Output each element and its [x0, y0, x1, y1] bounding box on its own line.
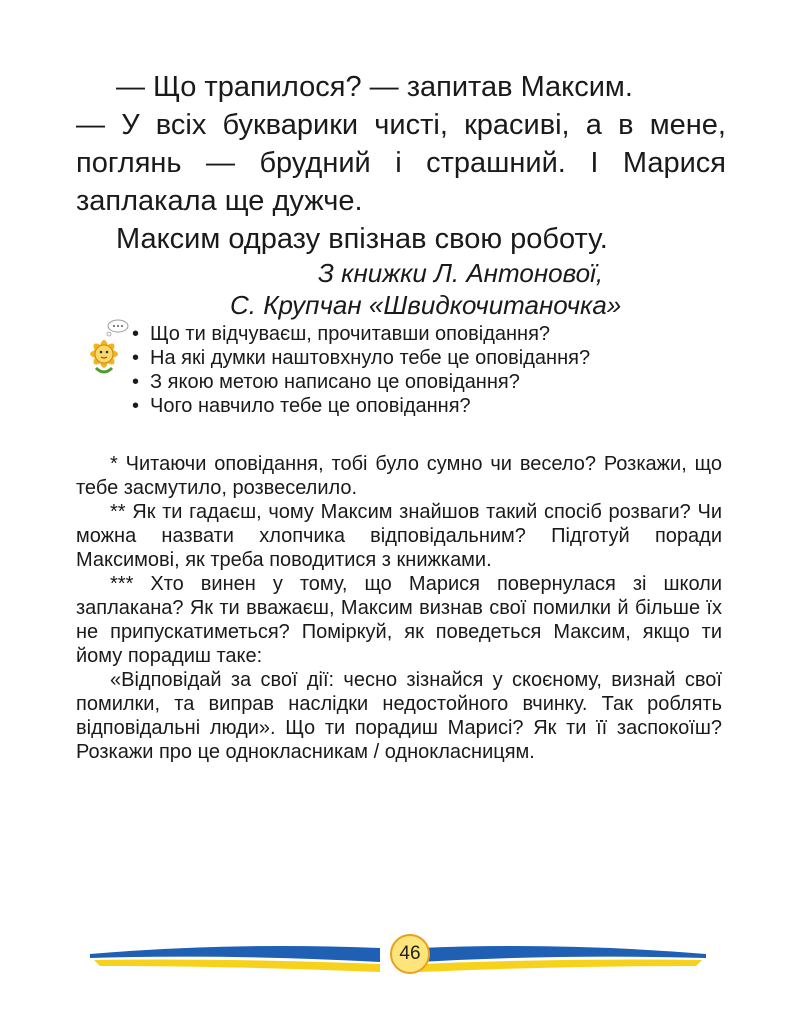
story-text — [76, 68, 726, 258]
story-line: — У всіх букварики чисті, красиві, а в мене, — [76, 109, 726, 141]
question-item: • Чого навчило тебе це оповідання? — [132, 395, 471, 417]
sunflower-thinking-icon — [76, 318, 132, 382]
tasks-section — [76, 452, 722, 764]
story-line: Максим одразу впізнав свою роботу. — [116, 223, 608, 255]
page-number: 46 — [390, 934, 430, 974]
question-item: • З якою метою написано це оповідання? — [132, 371, 520, 393]
task-paragraph: ** Як ти гадаєш, чому Максим знайшов такий спосіб розваги? Чи можна назвати хлопчика відповідальним? Підготуй поради Максимові, як треба поводитися з книжками. — [76, 501, 722, 571]
task-paragraph: * Читаючи оповідання, тобі було сумно чи весело? Розкажи, що тебе засмутило, розвеселило. — [76, 453, 722, 499]
source-line: З книжки Л. Антонової, — [318, 258, 604, 288]
questions-list — [132, 322, 590, 418]
story-line: — Що трапилося? — запитав Максим. — [116, 71, 633, 103]
story-line: заплакала ще дужче. — [76, 185, 363, 217]
question-item: • На які думки наштовхнуло тебе це оповідання? — [132, 347, 591, 369]
question-item: • Що ти відчуваєш, прочитавши оповідання? — [132, 323, 551, 345]
task-paragraph: *** Хто винен у тому, що Марися повернулася зі школи заплакана? Як ти вважаєш, Максим визнав свої помилки й більше їх не припускатиметься? Поміркуй, як поведеться Максим, якщо ти йому порадиш таке: — [76, 573, 722, 667]
story-line: поглянь — брудний і страшний. І Марися — [76, 147, 726, 179]
task-paragraph: «Відповідай за свої дії: чесно зізнайся у скоєному, визнай свої помилки, та виправ наслідки недостойного вчинку. Так роблять відповідальні люди». Що ти порадиш Марисі? Як ти її заспокоїш? Розкажи про це однокласникам / однокласницям. — [76, 669, 722, 763]
source-line: С. Крупчан «Швидкочитаночка» — [230, 290, 622, 320]
